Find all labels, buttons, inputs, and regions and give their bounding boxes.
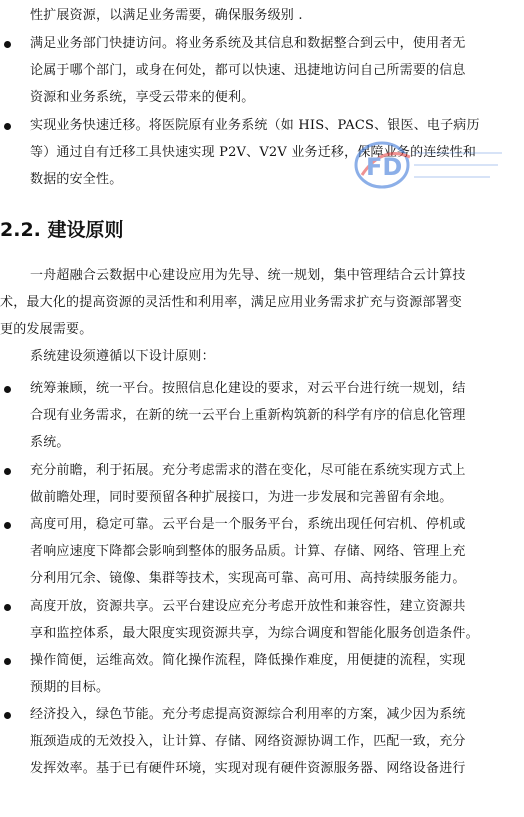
principle-item-high-availability	[0, 511, 524, 592]
text-line: 一舟超融合云数据中心建设应用为先导、统一规划，集中管理结合云计算技	[30, 268, 466, 283]
bullet-item-quick-access	[0, 30, 524, 111]
watermark-logo-text: FD	[366, 153, 403, 181]
text-line: 系统建设须遵循以下设计原则：	[30, 349, 215, 364]
text-line: 享和监控体系，最大限度实现资源共享，为综合调度和智能化服务创造条件。	[30, 626, 479, 641]
text-line: 做前瞻处理，同时要预留各种扩展接口，为进一步发展和完善留有余地。	[30, 490, 453, 505]
text-line: 数据的安全性。	[30, 172, 123, 187]
text-line: 系统。	[30, 435, 70, 450]
text-line: 术，最大化的提高资源的灵活性和利用率，满足应用业务需求扩充与资源部署变	[0, 295, 463, 310]
principles-lead-in	[0, 343, 524, 370]
text-line: 高度可用，稳定可靠。云平台是一个服务平台，系统出现任何宕机、停机或	[30, 517, 466, 532]
watermark-logo-icon	[352, 135, 512, 195]
principle-item-unified-platform	[0, 375, 524, 456]
text-line: 操作简便，运维高效。简化操作流程，降低操作难度，用便捷的流程，实现	[30, 653, 466, 668]
text-line: 统筹兼顾，统一平台。按照信息化建设的要求，对云平台进行统一规划，结	[30, 381, 466, 396]
section-number: 2.2.	[0, 219, 41, 241]
section-heading	[0, 216, 124, 244]
text-line: 等）通过自有迁移工具快速实现 P2V、V2V 业务迁移，保障业务的连续性和	[30, 145, 477, 160]
watermark-lines	[414, 153, 502, 177]
text-line: 充分前瞻，利于拓展。充分考虑需求的潜在变化，尽可能在系统实现方式上	[30, 463, 466, 478]
intro-paragraph	[0, 262, 524, 343]
section-title: 建设原则	[47, 219, 124, 241]
text-line: 者响应速度下降都会影响到整体的服务品质。计算、存储、网络、管理上充	[30, 544, 466, 559]
text-line: 更的发展需要。	[0, 322, 93, 337]
text-line: 发挥效率。基于已有硬件环境，实现对现有硬件资源服务器、网络设备进行	[30, 761, 466, 776]
text-line: 经济投入，绿色节能。充分考虑提高资源综合利用率的方案，减少因为系统	[30, 707, 466, 722]
text-line: 性扩展资源，以满足业务需要，确保服务级别 .	[30, 8, 303, 23]
principle-item-green-economy	[0, 701, 524, 782]
text-line: 瓶颈造成的无效投入，让计算、存储、网络资源协调工作，匹配一致，充分	[30, 734, 466, 749]
text-line: 论属于哪个部门，或身在何处，都可以快速、迅捷地访问自己所需要的信息	[30, 63, 466, 78]
principle-item-openness	[0, 593, 524, 647]
text-line: 合现有业务需求，在新的统一云平台上重新构筑新的科学有序的信息化管理	[30, 408, 466, 423]
principle-item-simple-operation	[0, 647, 524, 701]
text-line: 分利用冗余、镜像、集群等技术，实现高可靠、高可用、高持续服务能力。	[30, 571, 466, 586]
principle-item-forward-looking	[0, 457, 524, 511]
text-line: 资源和业务系统，享受云带来的便利。	[30, 90, 255, 105]
text-line: 高度开放，资源共享。云平台建设应充分考虑开放性和兼容性，建立资源共	[30, 599, 466, 614]
text-line: 预期的目标。	[30, 680, 110, 695]
text-line: 满足业务部门快捷访问。将业务系统及其信息和数据整合到云中，使用者无	[30, 36, 466, 51]
continued-paragraph	[0, 2, 524, 29]
text-line: 实现业务快速迁移。将医院原有业务系统（如 HIS、PACS、银医、电子病历	[30, 118, 480, 133]
